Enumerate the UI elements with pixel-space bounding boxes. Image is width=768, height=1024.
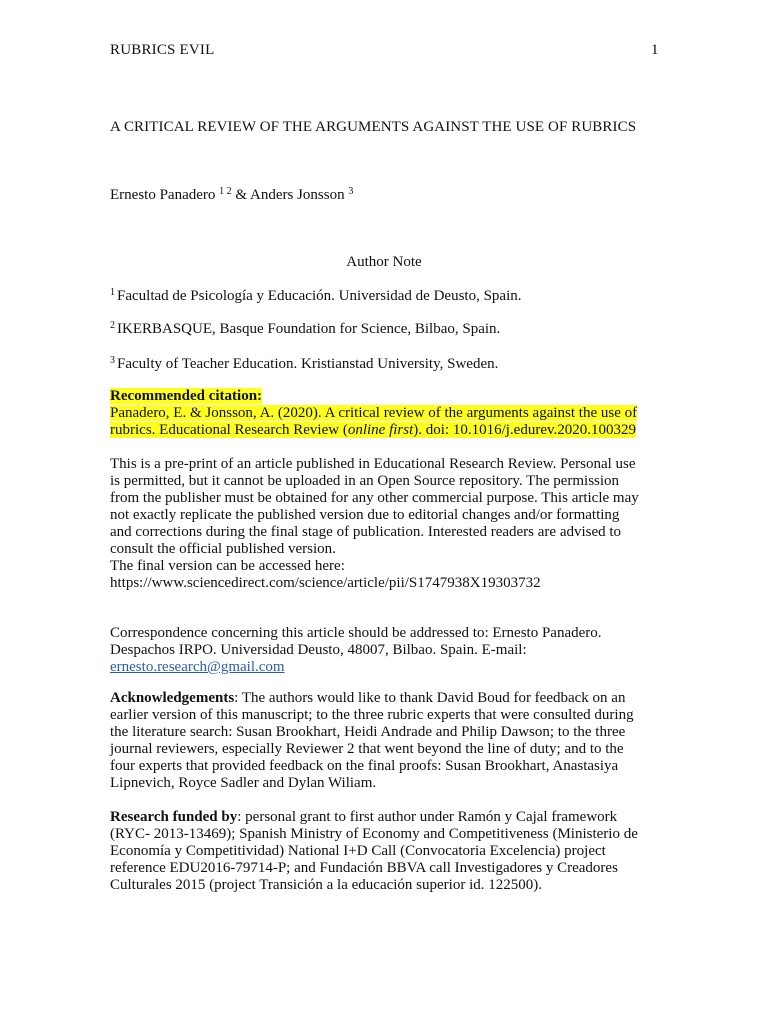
acknowledgements: [110, 690, 660, 792]
notice-line: from the publisher must be obtained for any other commercial purpose. This article may: [110, 490, 639, 506]
notice-line: consult the official published version.: [110, 541, 336, 557]
running-head: RUBRICS EVIL: [110, 42, 215, 58]
notice-line: and corrections during the final stage of publication. Interested readers are advised to: [110, 524, 622, 540]
funding: [110, 809, 660, 894]
citation-text: rubrics. Educational Research Review (: [110, 422, 348, 438]
affiliation-3: [110, 355, 498, 373]
affiliation-1: [110, 287, 522, 305]
email-link[interactable]: ernesto.research@gmail.com: [110, 659, 285, 675]
acknowledgements-line: earlier version of this manuscript; to the three rubric experts that were consulted during: [110, 707, 634, 723]
citation-line: [110, 422, 636, 438]
affiliation-marker: 2: [110, 320, 115, 331]
funding-line: Culturales 2015 (project Transición a la educación superior id. 122500).: [110, 877, 542, 893]
funding-line: Economía y Competitividad) National I+D Call (Convocatoria Excelencia) project: [110, 843, 606, 859]
author-line: [110, 186, 353, 204]
correspondence: [110, 625, 660, 676]
author-separator: &: [231, 187, 250, 203]
notice-line: not exactly replicate the published version due to editorial changes and/or formatting: [110, 507, 620, 523]
paper-title: A CRITICAL REVIEW OF THE ARGUMENTS AGAINST THE USE OF RUBRICS: [110, 119, 637, 135]
citation-italic-text: online first: [347, 422, 414, 438]
acknowledgements-line: the literature search: Susan Brookhart, Heidi Andrade and Philip Dawson; to the three: [110, 724, 626, 740]
funding-line: reference EDU2016-79714-P; and Fundación BBVA call Investigadores y Creadores: [110, 860, 618, 876]
acknowledgements-text: : The authors would like to thank David Boud for feedback on an: [234, 690, 626, 706]
affiliation-marker: 3: [110, 355, 115, 366]
citation-label: Recommended citation:: [110, 388, 263, 404]
page-number: 1: [651, 42, 659, 58]
notice-line: The final version can be accessed here:: [110, 558, 345, 574]
citation-text: ). doi: 10.1016/j.edurev.2020.100329: [413, 422, 637, 438]
affiliation-marker: 1: [110, 287, 115, 298]
acknowledgements-line: Lipnevich, Royce Sadler and Dylan Wiliam.: [110, 775, 377, 791]
preprint-notice: [110, 456, 660, 592]
funding-text: : personal grant to first author under Ramón y Cajal framework: [237, 809, 618, 825]
acknowledgements-label: Acknowledgements: [110, 690, 235, 706]
author-name: Anders Jonsson: [249, 187, 345, 203]
affiliation-text: IKERBASQUE, Basque Foundation for Science, Bilbao, Spain.: [117, 321, 501, 337]
citation-line: Panadero, E. & Jonsson, A. (2020). A critical review of the arguments against the use of: [110, 405, 638, 421]
affiliation-text: Facultad de Psicología y Educación. Universidad de Deusto, Spain.: [117, 288, 522, 304]
acknowledgements-line: four experts that provided feedback on the final proofs: Susan Brookhart, Anastasiya: [110, 758, 619, 774]
funding-line: (RYC- 2013-13469); Spanish Ministry of Economy and Competitiveness (Ministerio de: [110, 826, 638, 842]
recommended-citation: [110, 388, 660, 439]
affiliation-2: [110, 320, 500, 338]
author-affiliation-marker: 3: [348, 186, 354, 197]
funding-label: Research funded by: [110, 809, 238, 825]
correspondence-line: Correspondence concerning this article should be addressed to: Ernesto Panadero.: [110, 625, 602, 641]
acknowledgements-line: journal reviewers, especially Reviewer 2 that went beyond the line of duty; and to the: [110, 741, 624, 757]
notice-line: is permitted, but it cannot be uploaded in an Open Source repository. The permission: [110, 473, 620, 489]
affiliation-text: Faculty of Teacher Education. Kristianstad University, Sweden.: [117, 356, 499, 372]
author-name: Ernesto Panadero: [110, 187, 216, 203]
author-affiliation-marker: 1 2: [219, 186, 232, 197]
author-note-heading: Author Note: [346, 254, 422, 270]
notice-line: This is a pre-print of an article published in Educational Research Review. Personal use: [110, 456, 636, 472]
correspondence-line: Despachos IRPO. Universidad Deusto, 48007, Bilbao. Spain. E-mail:: [110, 642, 527, 658]
final-version-url: https://www.sciencedirect.com/science/article/pii/S1747938X19303732: [110, 575, 541, 591]
